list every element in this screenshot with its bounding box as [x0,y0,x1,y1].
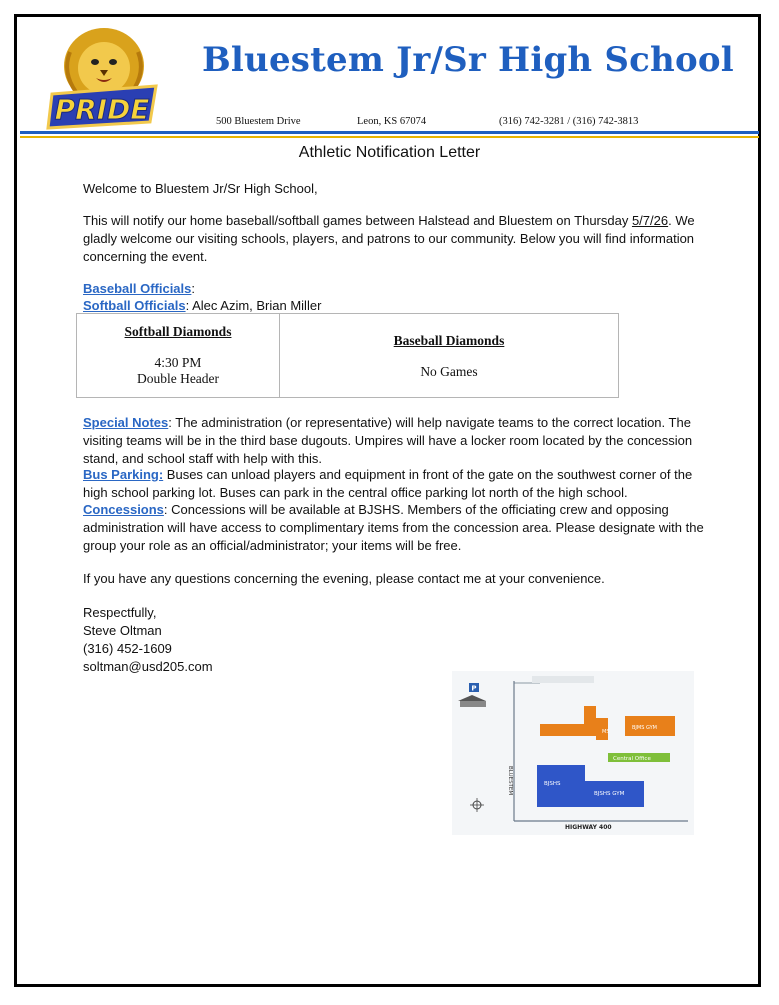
header-rule-gold [20,136,759,138]
letter-subject: Athletic Notification Letter [298,144,481,161]
softball-officials-value: : Alec Azim, Brian Miller [185,298,322,313]
signer-email: soltman@usd205.com [83,659,213,674]
bus-parking-label: Bus Parking: [83,467,164,482]
school-name: Bluestem Jr/Sr High School [202,40,734,80]
greeting: Welcome to Bluestem Jr/Sr High School, [83,181,318,196]
baseball-detail: No Games [420,364,478,379]
map-ms-label: MS [602,729,610,735]
baseball-header: Baseball Diamonds [393,333,505,348]
concessions-text: : Concessions will be available at BJSHS. Members of the officiating crew and opposing administration will have access to complimentary items from the concession area. Please designate with the group your role as an official/administrator; your items will be free. [83,502,704,553]
bus-parking-text: Buses can unload players and equipment in front of the gate on the southwest corner of the high school parking lot. Buses can park in the central office parking lot north of the high school. [83,467,693,500]
map-central-office-label: Central Office [613,756,651,762]
event-date: 5/7/26 [631,213,669,228]
bus-parking [83,466,713,502]
school-city: Leon, KS 67074 [357,116,427,127]
softball-header: Softball Diamonds [124,324,232,339]
map-bjshs-gym-label: BJSHS GYM [594,791,625,797]
closing: Respectfully, [83,605,157,620]
header-rule-blue [20,131,759,134]
intro-text-1: This will notify our home baseball/softball games between Halstead and Bluestem on Thursday [83,213,632,228]
parking-sign-text: P [471,684,477,693]
intro-text-2: . We gladly welcome our visiting schools, players, and patrons to our community. Below you will find information concerning the event. [83,213,695,264]
signer-name: Steve Oltman [83,623,162,638]
baseball-officials-value: : [191,281,196,296]
baseball-officials-line [83,280,713,298]
special-notes-label: Special Notes [83,415,169,430]
baseball-officials-label: Baseball Officials [83,281,192,296]
concessions [83,501,713,555]
school-address: 500 Bluestem Drive [216,116,301,127]
map-bjms-gym-label: BJMS GYM [632,725,657,731]
logo-text: PRIDE [54,93,150,126]
questions-line: If you have any questions concerning the evening, please contact me at your convenience. [83,571,605,586]
special-notes-text: : The administration (or representative) will help navigate teams to the correct location. The visiting teams will be in the third base dugouts. Umpires will have a locker room located by the concession stand, and school staff with help with this. [83,415,693,466]
softball-detail: Double Header [136,371,220,386]
concessions-label: Concessions [83,502,164,517]
map-bjshs-label: BJSHS [544,781,561,787]
road-highway-label: HIGHWAY 400 [565,824,612,831]
games-table [76,313,619,398]
baseball-cell [280,314,619,398]
softball-officials-label: Softball Officials [83,298,186,313]
special-notes [83,414,713,468]
map-note-box [532,676,594,683]
school-phones: (316) 742-3281 / (316) 742-3813 [499,116,639,127]
intro-paragraph [83,212,713,266]
softball-time: 4:30 PM [154,355,202,370]
campus-map [452,671,694,835]
road-bluestem-label: BLUESTEM [507,766,513,796]
softball-cell [77,314,280,398]
signer-phone: (316) 452-1609 [83,641,172,656]
pride-lion-logo [44,22,162,134]
